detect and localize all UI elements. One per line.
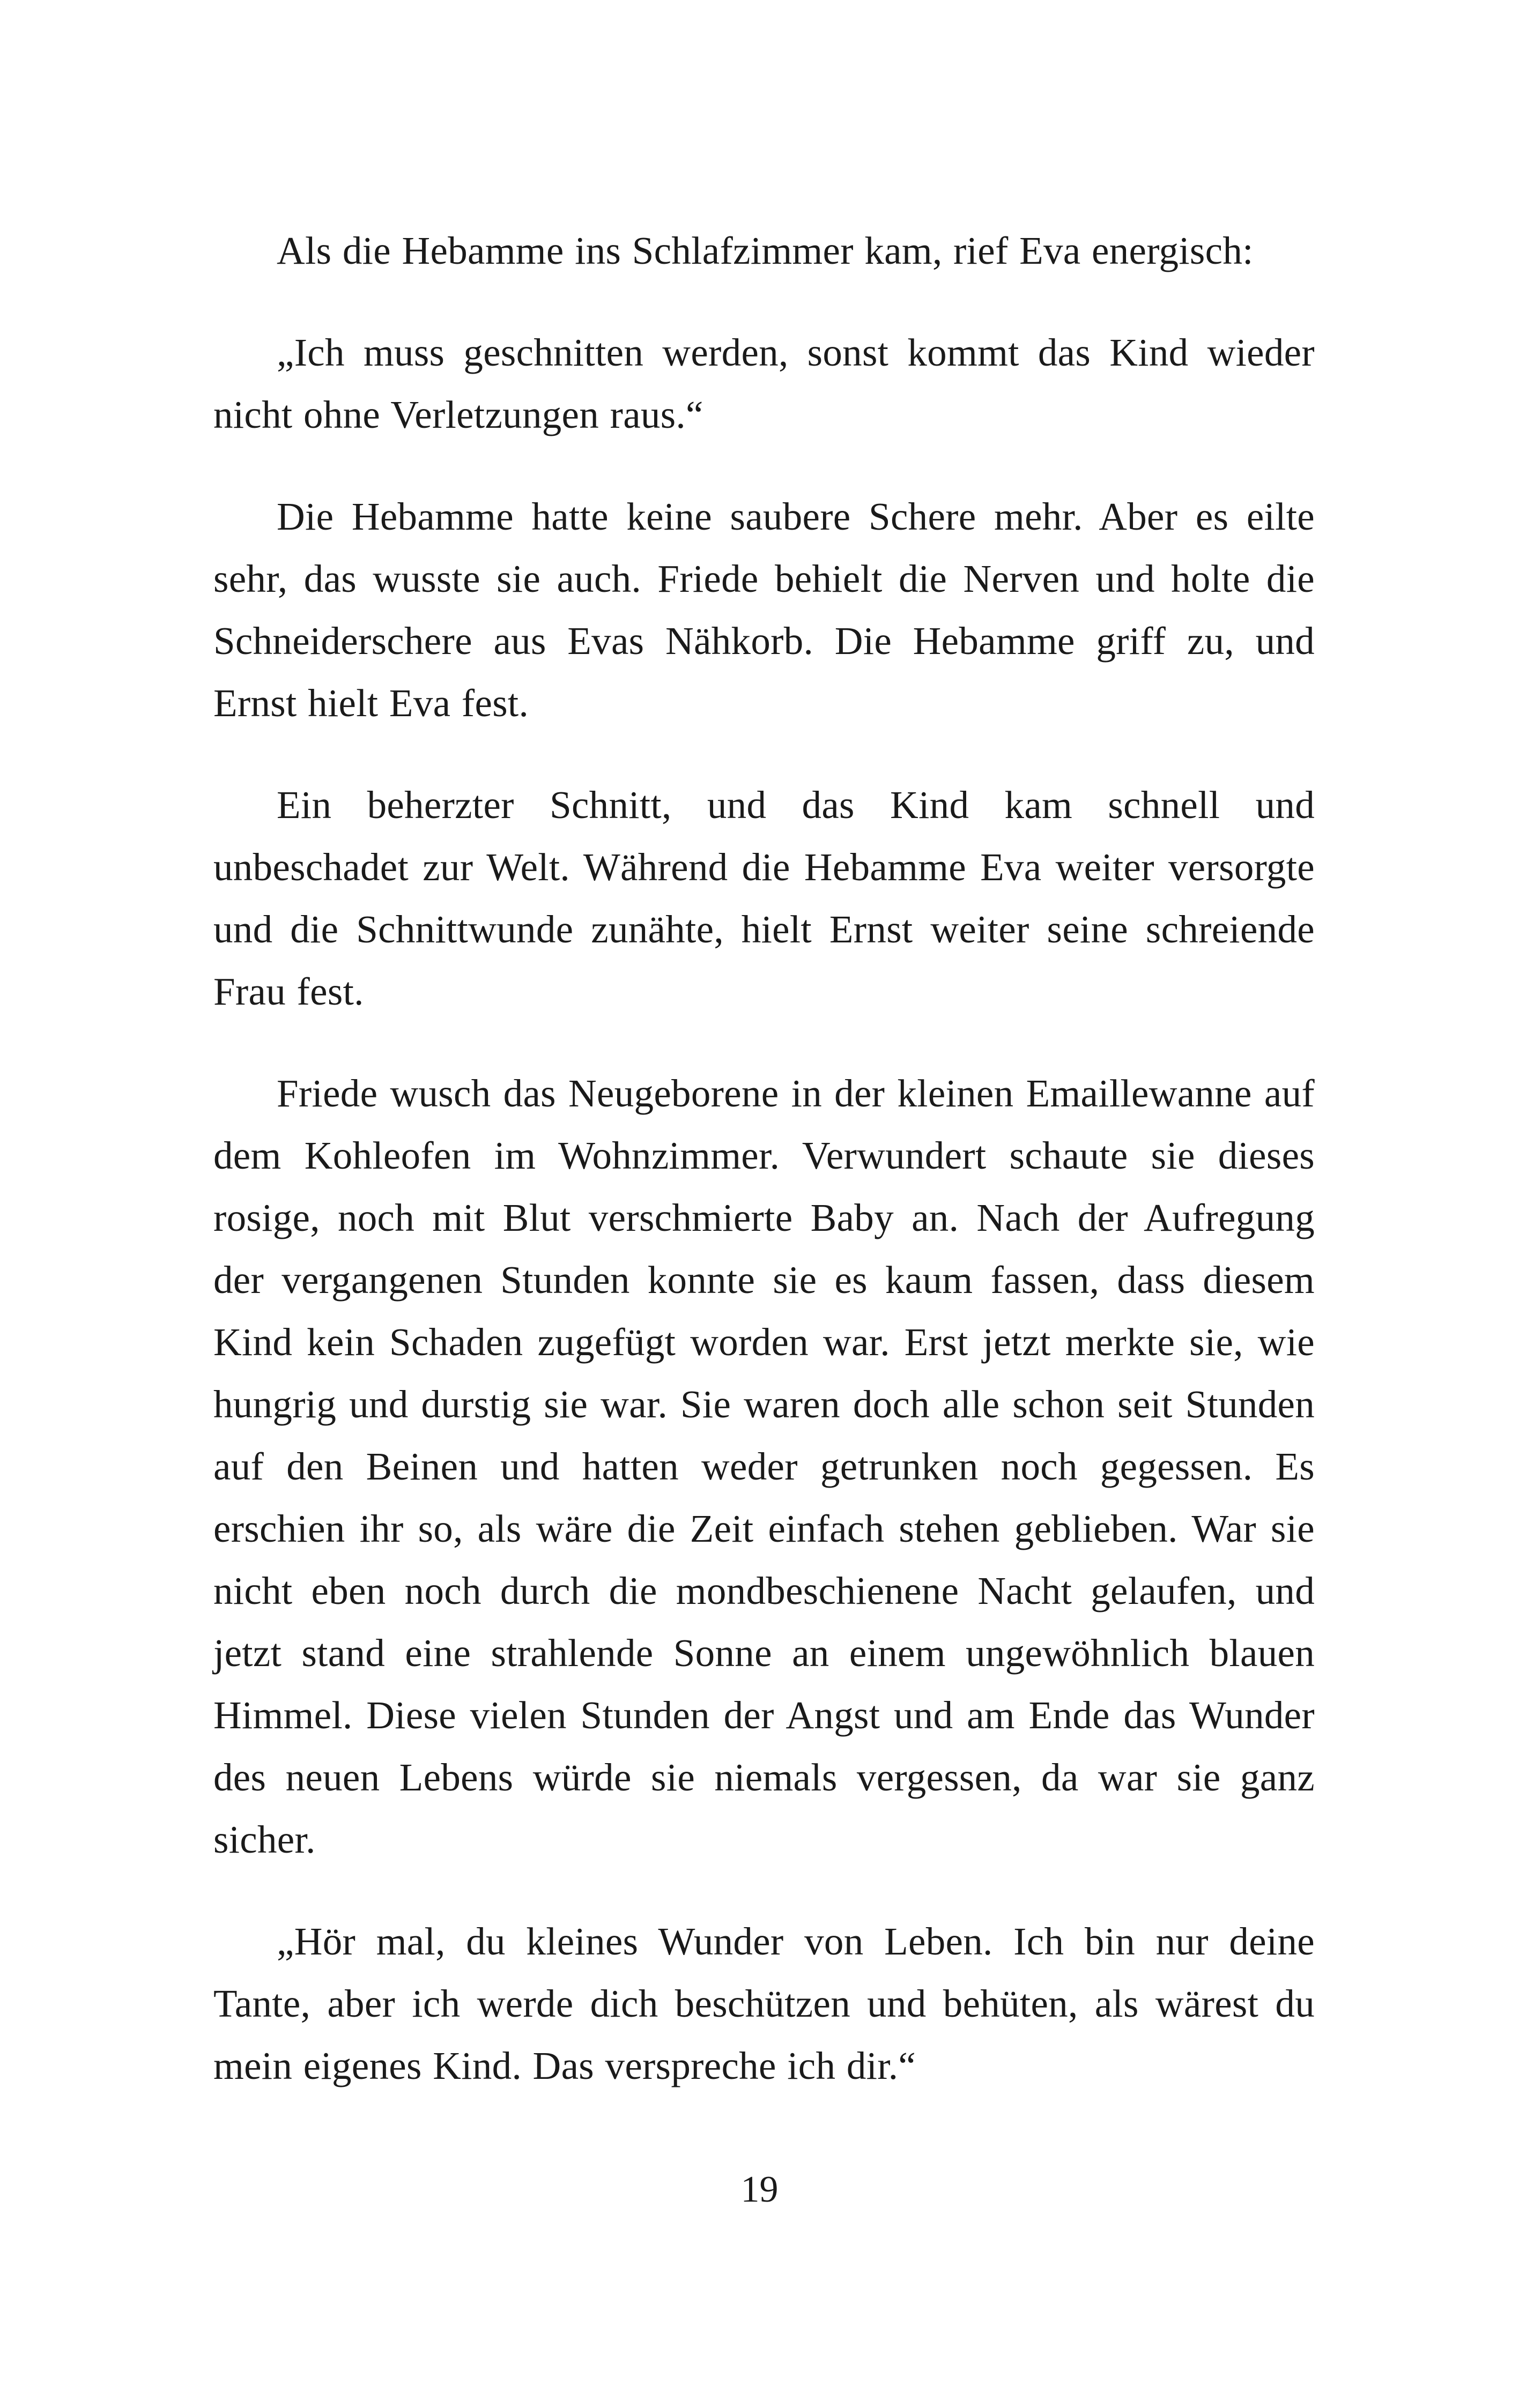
page-body [213, 220, 1315, 2203]
paragraph: Friede wusch das Neugeborene in der kleinen Emaillewanne auf dem Kohleofen im Wohnzimmer. Verwundert schaute sie dieses rosige, noch mit Blut verschmierte Baby an. Nach der Aufregung der vergangenen Stunden konnte sie es kaum fassen, dass diesem Kind kein Schaden zugefügt worden war. Erst jetzt merkte sie, wie hungrig und durstig sie war. Sie waren doch alle schon seit Stunden auf den Beinen und hatten weder getrunken noch gegessen. Es erschien ihr so, als wäre die Zeit einfach stehen geblieben. War sie nicht eben noch durch die mondbeschienene Nacht gelaufen, und jetzt stand eine strahlende Sonne an einem ungewöhnlich blauen Himmel. Diese vielen Stunden der Angst und am Ende das Wunder des neuen Lebens würde sie niemals vergessen, da war sie ganz sicher. [213, 1072, 1315, 1861]
page-number: 19 [740, 2169, 779, 2210]
paragraph: Als die Hebamme ins Schlafzimmer kam, rief Eva energisch: [277, 229, 1254, 272]
paragraph: Die Hebamme hatte keine saubere Schere mehr. Aber es eilte sehr, das wusste sie auch. Friede behielt die Nerven und holte die Schneiderschere aus Evas Nähkorb. Die Hebamme griff zu, und Ernst hielt Eva fest. [213, 495, 1315, 725]
paragraph: „Ich muss geschnitten werden, sonst kommt das Kind wieder nicht ohne Verletzungen raus.“ [213, 331, 1315, 436]
paragraph: Ein beherzter Schnitt, und das Kind kam schnell und unbeschadet zur Welt. Während die Hebamme Eva weiter versorgte und die Schnittwunde zunähte, hielt Ernst weiter seine schreiende Frau fest. [213, 783, 1315, 1013]
paragraph: „Hör mal, du kleines Wunder von Leben. Ich bin nur deine Tante, aber ich werde dich beschützen und behüten, als wärest du mein eigenes Kind. Das verspreche ich dir.“ [213, 1920, 1315, 2087]
